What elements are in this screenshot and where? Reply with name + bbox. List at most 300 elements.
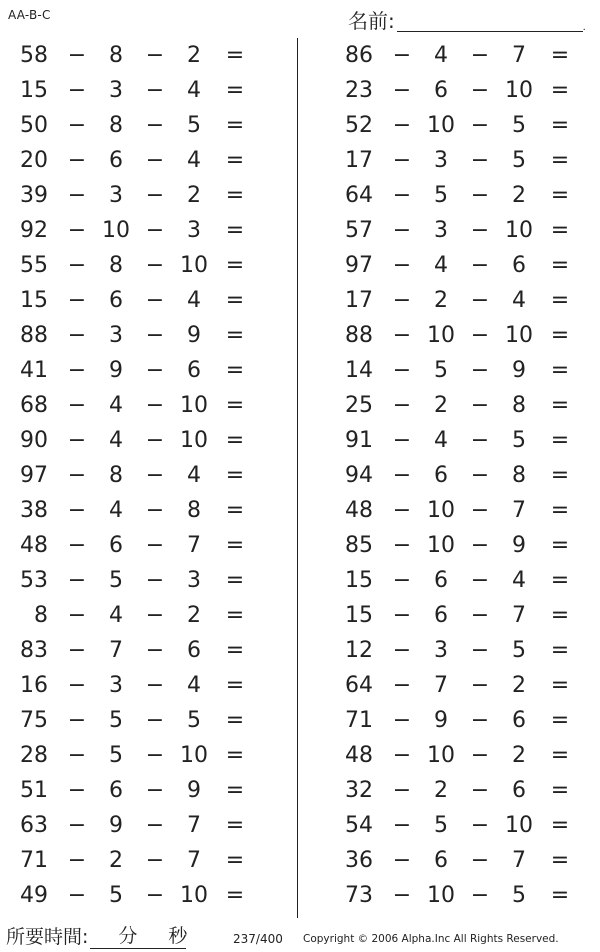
- minuend: 75: [20, 708, 48, 733]
- minus-sign: −: [67, 743, 87, 768]
- minus-sign: −: [67, 603, 87, 628]
- subtrahend-2: 2: [512, 673, 526, 698]
- equals-sign: =: [225, 883, 245, 908]
- minus-sign: −: [67, 848, 87, 873]
- equals-sign: =: [225, 393, 245, 418]
- problem-row: [325, 668, 600, 703]
- minus-sign: −: [470, 393, 490, 418]
- minuend: 38: [20, 498, 48, 523]
- minus-sign: −: [470, 43, 490, 68]
- minuend: 16: [20, 673, 48, 698]
- equals-sign: =: [550, 603, 570, 628]
- equals-sign: =: [550, 323, 570, 348]
- problem-row: [325, 388, 600, 423]
- subtrahend-2: 5: [512, 148, 526, 173]
- minus-sign: −: [470, 253, 490, 278]
- equals-sign: =: [550, 463, 570, 488]
- equals-sign: =: [225, 708, 245, 733]
- minuend: 20: [20, 148, 48, 173]
- subtrahend-1: 6: [434, 463, 448, 488]
- page-number: 237/400: [233, 932, 283, 946]
- minus-sign: −: [145, 43, 165, 68]
- name-blank-line: [397, 11, 586, 33]
- minus-sign: −: [392, 603, 412, 628]
- problem-row: [325, 353, 600, 388]
- subtrahend-2: 5: [187, 113, 201, 138]
- minus-sign: −: [67, 463, 87, 488]
- subtrahend-2: 9: [187, 323, 201, 348]
- problem-row: [0, 318, 280, 353]
- equals-sign: =: [550, 533, 570, 558]
- problem-row: [325, 318, 600, 353]
- subtrahend-1: 5: [109, 883, 123, 908]
- equals-sign: =: [550, 218, 570, 243]
- subtrahend-2: 7: [187, 848, 201, 873]
- minus-sign: −: [392, 428, 412, 453]
- minus-sign: −: [470, 743, 490, 768]
- problem-row: [325, 178, 600, 213]
- minus-sign: −: [145, 113, 165, 138]
- problem-row: [0, 703, 280, 738]
- problem-row: [0, 108, 280, 143]
- minus-sign: −: [145, 813, 165, 838]
- minus-sign: −: [470, 848, 490, 873]
- minus-sign: −: [470, 323, 490, 348]
- equals-sign: =: [225, 533, 245, 558]
- subtrahend-1: 5: [434, 183, 448, 208]
- subtrahend-2: 5: [512, 883, 526, 908]
- subtrahend-2: 2: [187, 603, 201, 628]
- name-line-dot: .: [582, 22, 586, 33]
- minuend: 86: [345, 43, 373, 68]
- equals-sign: =: [225, 743, 245, 768]
- minus-sign: −: [145, 288, 165, 313]
- minus-sign: −: [392, 463, 412, 488]
- minuend: 14: [345, 358, 373, 383]
- problem-row: [0, 563, 280, 598]
- minus-sign: −: [145, 673, 165, 698]
- minus-sign: −: [67, 78, 87, 103]
- minuend: 17: [345, 148, 373, 173]
- minuend: 41: [20, 358, 48, 383]
- subtrahend-1: 8: [109, 463, 123, 488]
- equals-sign: =: [225, 358, 245, 383]
- minus-sign: −: [67, 43, 87, 68]
- problem-row: [0, 353, 280, 388]
- minus-sign: −: [67, 113, 87, 138]
- problem-row: [0, 528, 280, 563]
- equals-sign: =: [225, 813, 245, 838]
- subtrahend-1: 6: [109, 533, 123, 558]
- minus-sign: −: [392, 113, 412, 138]
- minuend: 32: [345, 778, 373, 803]
- equals-sign: =: [550, 183, 570, 208]
- subtrahend-1: 8: [109, 43, 123, 68]
- minus-sign: −: [392, 673, 412, 698]
- minus-sign: −: [145, 428, 165, 453]
- minus-sign: −: [67, 568, 87, 593]
- equals-sign: =: [550, 148, 570, 173]
- subtrahend-1: 4: [109, 603, 123, 628]
- subtrahend-2: 6: [187, 638, 201, 663]
- minus-sign: −: [67, 813, 87, 838]
- problem-row: [0, 668, 280, 703]
- time-taken-field: [6, 925, 186, 949]
- subtrahend-2: 6: [512, 778, 526, 803]
- minuend: 15: [345, 568, 373, 593]
- problem-row: [325, 563, 600, 598]
- minus-sign: −: [145, 78, 165, 103]
- subtrahend-2: 4: [187, 288, 201, 313]
- minuend: 97: [20, 463, 48, 488]
- problem-row: [0, 493, 280, 528]
- minus-sign: −: [392, 358, 412, 383]
- minus-sign: −: [392, 568, 412, 593]
- worksheet-code: AA-B-C: [8, 8, 51, 22]
- subtrahend-2: 7: [187, 813, 201, 838]
- subtrahend-1: 6: [109, 778, 123, 803]
- problem-row: [0, 633, 280, 668]
- minus-sign: −: [470, 428, 490, 453]
- equals-sign: =: [225, 673, 245, 698]
- problem-row: [325, 598, 600, 633]
- problem-row: [325, 493, 600, 528]
- subtrahend-2: 10: [180, 393, 208, 418]
- minus-sign: −: [67, 253, 87, 278]
- minus-sign: −: [392, 533, 412, 558]
- minuend: 92: [20, 218, 48, 243]
- problem-row: [0, 73, 280, 108]
- minus-sign: −: [392, 78, 412, 103]
- subtrahend-2: 6: [512, 253, 526, 278]
- subtrahend-1: 5: [109, 743, 123, 768]
- subtrahend-2: 7: [512, 848, 526, 873]
- problem-row: [325, 38, 600, 73]
- equals-sign: =: [225, 498, 245, 523]
- minus-sign: −: [392, 253, 412, 278]
- problem-row: [325, 808, 600, 843]
- equals-sign: =: [225, 288, 245, 313]
- subtrahend-1: 3: [109, 673, 123, 698]
- subtrahend-2: 4: [187, 78, 201, 103]
- minus-sign: −: [145, 603, 165, 628]
- equals-sign: =: [550, 393, 570, 418]
- time-taken-label: 所要時間:: [6, 926, 89, 948]
- minuend: 90: [20, 428, 48, 453]
- subtrahend-1: 5: [434, 813, 448, 838]
- subtrahend-1: 4: [109, 393, 123, 418]
- subtrahend-1: 5: [109, 708, 123, 733]
- subtrahend-2: 10: [505, 218, 533, 243]
- minuend: 15: [20, 288, 48, 313]
- minuend: 63: [20, 813, 48, 838]
- minus-sign: −: [145, 568, 165, 593]
- minuend: 12: [345, 638, 373, 663]
- subtrahend-1: 2: [109, 848, 123, 873]
- problem-row: [325, 528, 600, 563]
- minuend: 36: [345, 848, 373, 873]
- subtrahend-1: 2: [434, 778, 448, 803]
- problem-row: [325, 108, 600, 143]
- subtrahend-2: 10: [180, 253, 208, 278]
- minuend: 64: [345, 183, 373, 208]
- problem-row: [325, 458, 600, 493]
- minus-sign: −: [145, 743, 165, 768]
- minus-sign: −: [470, 288, 490, 313]
- minus-sign: −: [470, 778, 490, 803]
- subtrahend-2: 10: [180, 428, 208, 453]
- minus-sign: −: [470, 218, 490, 243]
- subtrahend-1: 6: [109, 288, 123, 313]
- column-divider: [297, 38, 298, 918]
- equals-sign: =: [225, 323, 245, 348]
- minus-sign: −: [67, 288, 87, 313]
- subtrahend-1: 5: [434, 358, 448, 383]
- minus-sign: −: [392, 148, 412, 173]
- subtrahend-2: 9: [512, 358, 526, 383]
- minus-sign: −: [145, 358, 165, 383]
- minus-sign: −: [470, 78, 490, 103]
- minuend: 71: [345, 708, 373, 733]
- problem-row: [0, 598, 280, 633]
- minuend: 91: [345, 428, 373, 453]
- minus-sign: −: [392, 43, 412, 68]
- minuend: 54: [345, 813, 373, 838]
- problem-row: [325, 73, 600, 108]
- problem-row: [0, 248, 280, 283]
- problem-row: [0, 38, 280, 73]
- equals-sign: =: [225, 778, 245, 803]
- subtrahend-1: 10: [427, 498, 455, 523]
- problem-row: [0, 773, 280, 808]
- minus-sign: −: [392, 638, 412, 663]
- subtrahend-1: 6: [434, 603, 448, 628]
- minus-sign: −: [145, 148, 165, 173]
- minus-sign: −: [67, 883, 87, 908]
- subtrahend-1: 2: [434, 288, 448, 313]
- subtrahend-2: 2: [187, 43, 201, 68]
- minuend: 57: [345, 218, 373, 243]
- subtrahend-2: 4: [187, 148, 201, 173]
- minuend: 94: [345, 463, 373, 488]
- minus-sign: −: [392, 498, 412, 523]
- subtrahend-2: 7: [512, 43, 526, 68]
- subtrahend-1: 10: [102, 218, 130, 243]
- equals-sign: =: [550, 358, 570, 383]
- minuend: 52: [345, 113, 373, 138]
- minus-sign: −: [392, 288, 412, 313]
- minus-sign: −: [392, 883, 412, 908]
- minus-sign: −: [145, 463, 165, 488]
- equals-sign: =: [550, 253, 570, 278]
- subtrahend-2: 2: [187, 183, 201, 208]
- equals-sign: =: [225, 78, 245, 103]
- subtrahend-1: 3: [434, 638, 448, 663]
- subtrahend-1: 9: [434, 708, 448, 733]
- subtrahend-1: 9: [109, 813, 123, 838]
- minus-sign: −: [470, 533, 490, 558]
- minuend: 83: [20, 638, 48, 663]
- subtrahend-2: 6: [187, 358, 201, 383]
- minuend: 71: [20, 848, 48, 873]
- equals-sign: =: [225, 43, 245, 68]
- minuend: 15: [20, 78, 48, 103]
- minus-sign: −: [67, 393, 87, 418]
- problem-row: [325, 248, 600, 283]
- problem-row: [325, 283, 600, 318]
- problem-row: [325, 878, 600, 913]
- subtrahend-2: 10: [505, 813, 533, 838]
- subtrahend-2: 5: [512, 638, 526, 663]
- problem-row: [0, 143, 280, 178]
- subtrahend-1: 3: [434, 148, 448, 173]
- subtrahend-2: 8: [187, 498, 201, 523]
- equals-sign: =: [225, 218, 245, 243]
- subtrahend-1: 4: [434, 43, 448, 68]
- minus-sign: −: [145, 778, 165, 803]
- equals-sign: =: [550, 638, 570, 663]
- problem-row: [0, 283, 280, 318]
- equals-sign: =: [225, 568, 245, 593]
- minus-sign: −: [470, 358, 490, 383]
- minuend: 8: [34, 603, 48, 628]
- minus-sign: −: [67, 673, 87, 698]
- minus-sign: −: [67, 638, 87, 663]
- equals-sign: =: [550, 813, 570, 838]
- minus-sign: −: [67, 428, 87, 453]
- subtrahend-1: 5: [109, 568, 123, 593]
- minus-sign: −: [470, 148, 490, 173]
- minuend: 48: [345, 743, 373, 768]
- problem-row: [0, 808, 280, 843]
- problem-row: [325, 423, 600, 458]
- subtrahend-2: 9: [187, 778, 201, 803]
- equals-sign: =: [225, 113, 245, 138]
- problem-row: [0, 458, 280, 493]
- subtrahend-1: 6: [109, 148, 123, 173]
- subtrahend-1: 4: [109, 428, 123, 453]
- minus-sign: −: [67, 498, 87, 523]
- subtrahend-1: 4: [109, 498, 123, 523]
- equals-sign: =: [225, 428, 245, 453]
- minus-sign: −: [145, 218, 165, 243]
- minus-sign: −: [392, 778, 412, 803]
- minus-sign: −: [470, 673, 490, 698]
- subtrahend-2: 7: [187, 533, 201, 558]
- minuend: 39: [20, 183, 48, 208]
- minus-sign: −: [67, 218, 87, 243]
- minuend: 97: [345, 253, 373, 278]
- minus-sign: −: [470, 638, 490, 663]
- equals-sign: =: [225, 638, 245, 663]
- minus-sign: −: [145, 253, 165, 278]
- minuend: 48: [345, 498, 373, 523]
- problem-row: [325, 738, 600, 773]
- equals-sign: =: [550, 743, 570, 768]
- minuend: 53: [20, 568, 48, 593]
- equals-sign: =: [550, 288, 570, 313]
- problem-row: [0, 738, 280, 773]
- minus-sign: −: [145, 533, 165, 558]
- minuend: 88: [20, 323, 48, 348]
- subtrahend-1: 3: [109, 183, 123, 208]
- subtrahend-2: 4: [512, 568, 526, 593]
- minuend: 51: [20, 778, 48, 803]
- subtrahend-2: 10: [505, 78, 533, 103]
- equals-sign: =: [550, 78, 570, 103]
- subtrahend-2: 5: [512, 113, 526, 138]
- minus-sign: −: [67, 358, 87, 383]
- minus-sign: −: [392, 393, 412, 418]
- subtrahend-2: 10: [180, 743, 208, 768]
- equals-sign: =: [225, 183, 245, 208]
- problem-row: [0, 213, 280, 248]
- minus-sign: −: [470, 708, 490, 733]
- problem-row: [0, 178, 280, 213]
- minus-sign: −: [145, 498, 165, 523]
- minus-sign: −: [470, 183, 490, 208]
- subtrahend-1: 7: [109, 638, 123, 663]
- subtrahend-1: 10: [427, 533, 455, 558]
- minus-sign: −: [470, 603, 490, 628]
- equals-sign: =: [550, 568, 570, 593]
- minuend: 23: [345, 78, 373, 103]
- problem-row: [0, 388, 280, 423]
- minuend: 48: [20, 533, 48, 558]
- minuend: 28: [20, 743, 48, 768]
- minus-sign: −: [392, 323, 412, 348]
- problem-row: [325, 143, 600, 178]
- minus-sign: −: [67, 778, 87, 803]
- subtrahend-1: 6: [434, 848, 448, 873]
- minuend: 50: [20, 113, 48, 138]
- subtrahend-2: 4: [187, 673, 201, 698]
- minuend: 73: [345, 883, 373, 908]
- seconds-unit: 秒: [168, 925, 188, 947]
- equals-sign: =: [550, 43, 570, 68]
- minus-sign: −: [470, 463, 490, 488]
- minuend: 88: [345, 323, 373, 348]
- subtrahend-1: 3: [434, 218, 448, 243]
- subtrahend-2: 8: [512, 393, 526, 418]
- time-blank-line: [90, 926, 186, 949]
- minus-sign: −: [145, 183, 165, 208]
- problem-row: [0, 878, 280, 913]
- minus-sign: −: [145, 708, 165, 733]
- minuend: 25: [345, 393, 373, 418]
- equals-sign: =: [550, 428, 570, 453]
- name-field: [348, 6, 586, 33]
- minus-sign: −: [67, 323, 87, 348]
- minuend: 55: [20, 253, 48, 278]
- minutes-unit: 分: [118, 925, 138, 947]
- subtrahend-2: 10: [180, 883, 208, 908]
- equals-sign: =: [550, 883, 570, 908]
- subtrahend-1: 3: [109, 78, 123, 103]
- minus-sign: −: [145, 848, 165, 873]
- minus-sign: −: [392, 218, 412, 243]
- problem-row: [325, 703, 600, 738]
- problem-row: [0, 843, 280, 878]
- equals-sign: =: [550, 113, 570, 138]
- subtrahend-1: 10: [427, 113, 455, 138]
- subtrahend-1: 8: [109, 253, 123, 278]
- subtrahend-2: 5: [512, 428, 526, 453]
- minus-sign: −: [392, 743, 412, 768]
- subtrahend-2: 7: [512, 498, 526, 523]
- equals-sign: =: [225, 848, 245, 873]
- minus-sign: −: [145, 883, 165, 908]
